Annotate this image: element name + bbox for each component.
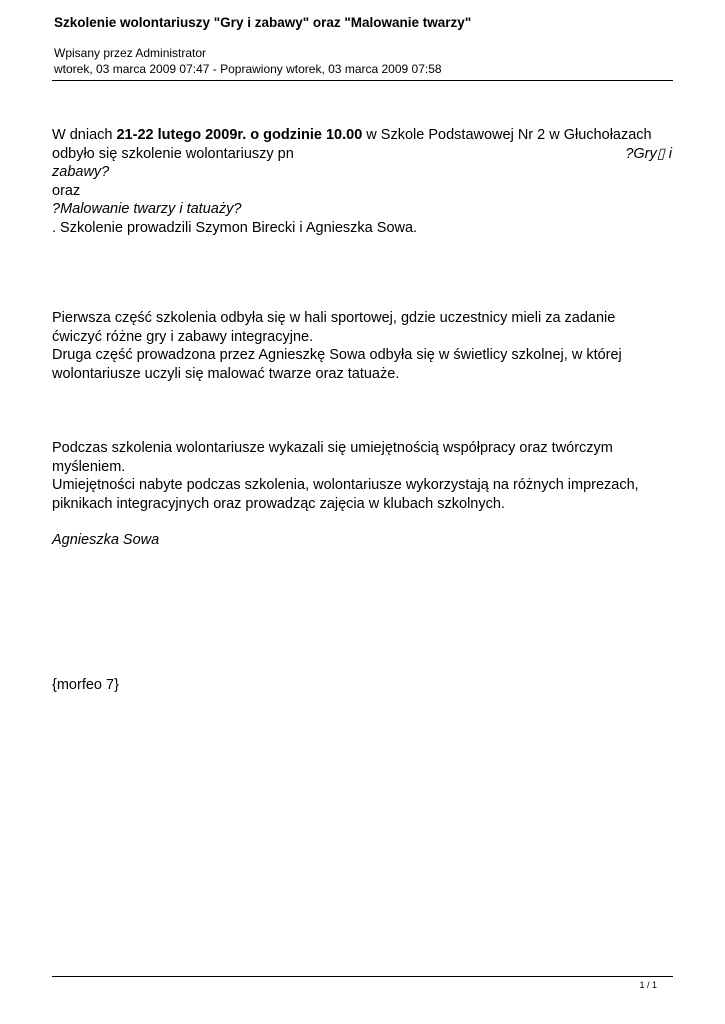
footer-divider xyxy=(52,976,673,977)
para3-line-1: Podczas szkolenia wolontariusze wykazali się umiejętnością współpracy oraz twórczym xyxy=(52,440,613,456)
intro-line-2 xyxy=(52,145,672,164)
intro-rest: w Szkole Podstawowej Nr 2 w Głuchołazach xyxy=(362,127,652,143)
article-title: Szkolenie wolontariuszy "Gry i zabawy" oraz "Malowanie twarzy" xyxy=(54,15,472,30)
para3-line-2: myśleniem. xyxy=(52,458,126,475)
article-dates: wtorek, 03 marca 2009 07:47 - Poprawiony wtorek, 03 marca 2009 07:58 xyxy=(54,62,442,76)
article-author: Wpisany przez Administrator xyxy=(54,46,207,60)
intro-prefix: W dniach xyxy=(52,127,117,143)
intro-line-2-left: odbyło się szkolenie wolontariuszy pn xyxy=(52,145,294,162)
page-number: 1 / 1 xyxy=(639,980,657,990)
header-divider xyxy=(52,80,673,81)
intro-line-5: ?Malowanie twarzy i tatuaży? xyxy=(52,201,242,217)
para3-line-3: Umiejętności nabyte podczas szkolenia, wolontariusze wykorzystają na różnych imprezach, xyxy=(52,477,639,493)
signature: Agnieszka Sowa xyxy=(52,532,160,548)
intro-line-2-right: ?Gry▯ i xyxy=(625,145,672,162)
intro-line-6: . Szkolenie prowadzili Szymon Birecki i Agnieszka Sowa. xyxy=(52,219,418,236)
intro-line-4: oraz xyxy=(52,182,81,199)
intro-bold-date: 21-22 lutego 2009r. o godzinie 10.00 xyxy=(116,127,363,143)
intro-line-1 xyxy=(52,126,672,145)
para2-line-3: Druga część prowadzona przez Agnieszkę Sowa odbyła się w świetlicy szkolnej, w której xyxy=(52,347,622,363)
para3-line-4: piknikach integracyjnych oraz prowadząc zajęcia w klubach szkolnych. xyxy=(52,495,505,512)
para2-line-2: ćwiczyć różne gry i zabawy integracyjne. xyxy=(52,328,314,345)
para2-line-4: wolontariusze uczyli się malować twarze oraz tatuaże. xyxy=(52,365,400,382)
article-body xyxy=(52,126,672,694)
morfeo-tag: {morfeo 7} xyxy=(52,676,119,693)
intro-line-3: zabawy? xyxy=(52,164,110,180)
para2-line-1: Pierwsza część szkolenia odbyła się w hali sportowej, gdzie uczestnicy mieli za zadanie xyxy=(52,310,616,326)
